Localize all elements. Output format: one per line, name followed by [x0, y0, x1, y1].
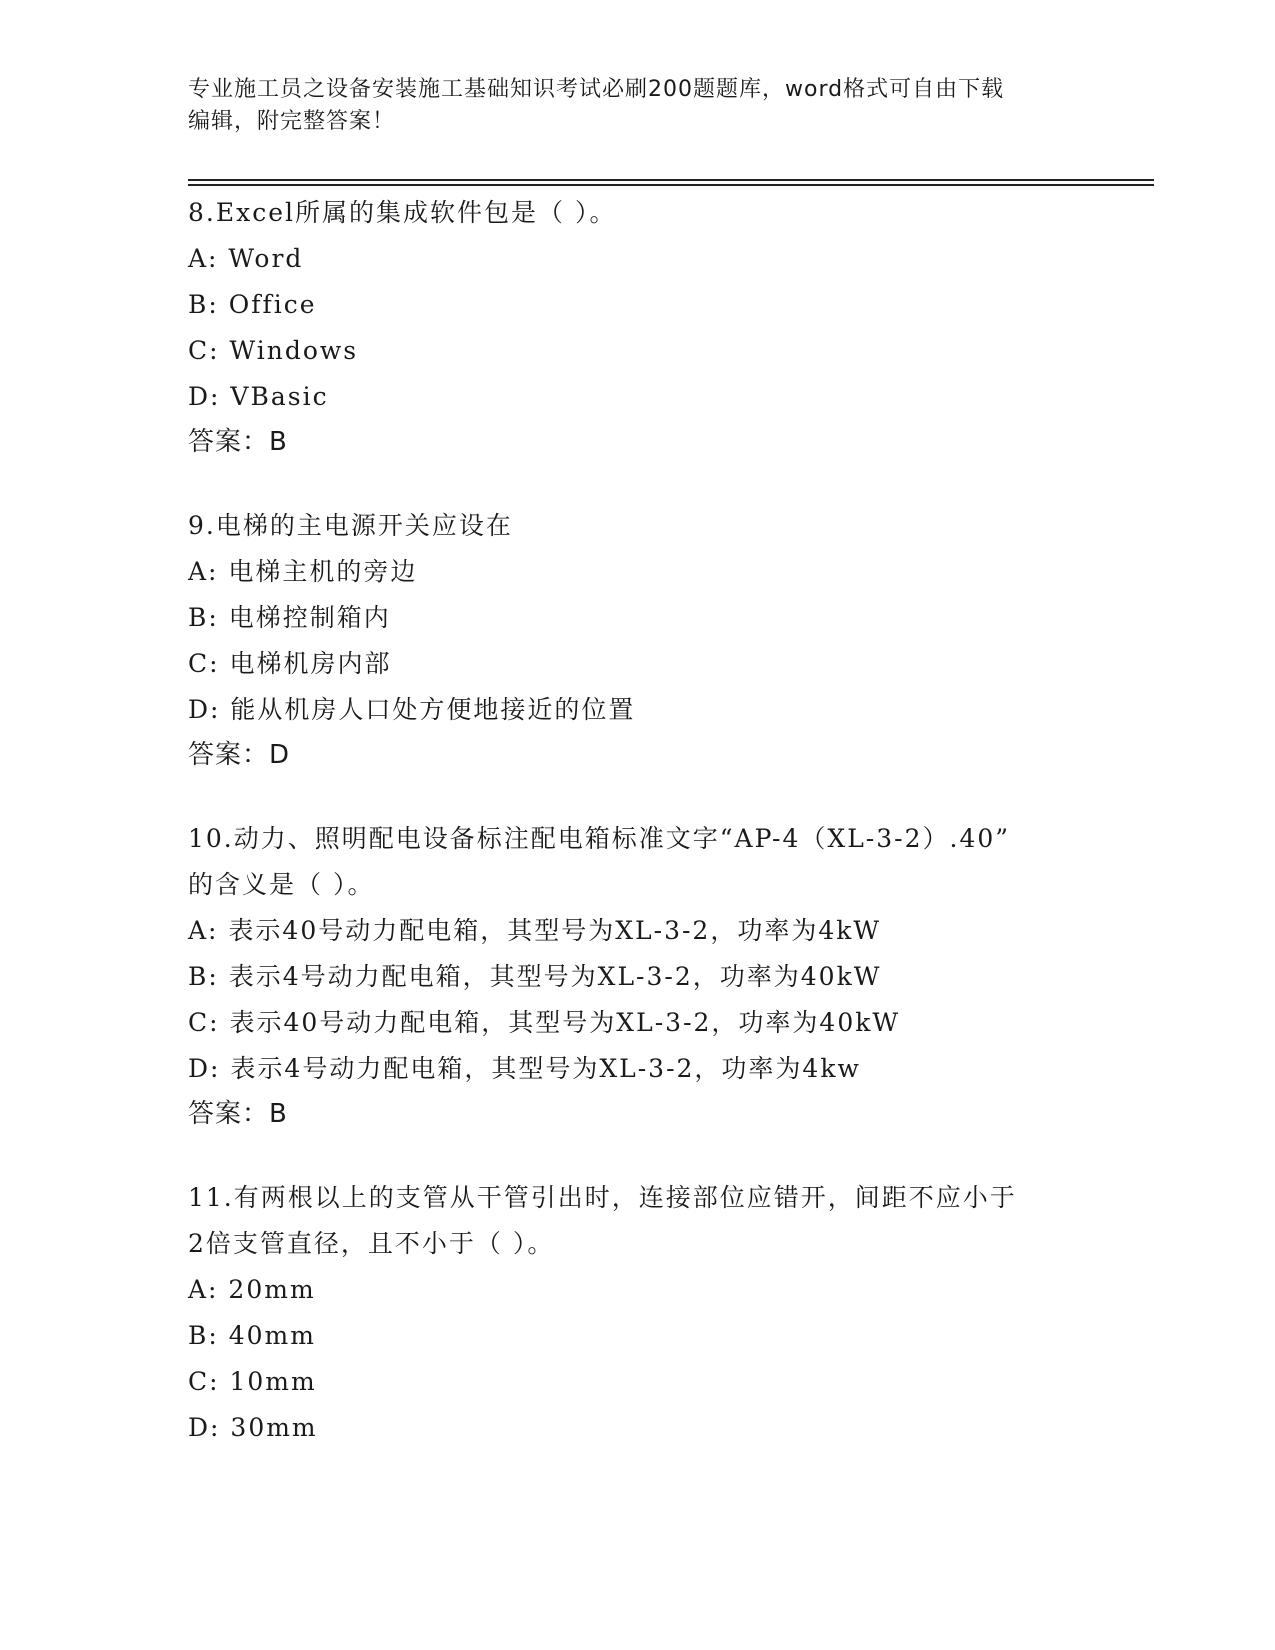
header-line-1: 专业施工员之设备安装施工基础知识考试必刷200题题库，word格式可自由下载	[188, 77, 1005, 102]
option-c: C: 电梯机房内部	[188, 649, 392, 678]
option-d: D: VBasic	[188, 382, 329, 411]
question-text: 8.Excel所属的集成软件包是（ ）。	[188, 198, 617, 227]
option-b: B: 40mm	[188, 1321, 316, 1350]
question-text-line-2: 的含义是（ ）。	[188, 870, 375, 899]
question-text: 9.电梯的主电源开关应设在	[188, 511, 513, 540]
header-divider-bottom	[188, 184, 1154, 186]
answer: 答案：B	[188, 427, 288, 457]
question-10	[188, 816, 1128, 1136]
option-d: D: 能从机房人口处方便地接近的位置	[188, 695, 636, 724]
option-d: D: 30mm	[188, 1413, 318, 1442]
option-c: C: Windows	[188, 336, 359, 365]
question-11	[188, 1175, 1128, 1451]
option-a: A: 20mm	[188, 1275, 316, 1304]
option-c: C: 10mm	[188, 1367, 317, 1396]
question-list	[188, 190, 1128, 1490]
option-a: A: 电梯主机的旁边	[188, 557, 418, 586]
question-text-line-2: 2倍支管直径，且不小于（ ）。	[188, 1229, 555, 1258]
header-divider-top	[188, 179, 1154, 181]
question-8	[188, 190, 1128, 464]
question-9	[188, 503, 1128, 777]
document-header	[188, 74, 1078, 138]
question-text-line-1: 10.动力、照明配电设备标注配电箱标准文字“AP-4（XL-3-2）.40”	[188, 824, 1011, 853]
answer: 答案：B	[188, 1099, 288, 1129]
option-b: B: Office	[188, 290, 317, 319]
option-b: B: 电梯控制箱内	[188, 603, 391, 632]
option-c: C: 表示40号动力配电箱，其型号为XL-3-2，功率为40kW	[188, 1008, 901, 1037]
option-d: D: 表示4号动力配电箱，其型号为XL-3-2，功率为4kw	[188, 1054, 861, 1083]
header-line-2: 编辑，附完整答案！	[188, 109, 396, 134]
option-a: A: 表示40号动力配电箱，其型号为XL-3-2，功率为4kW	[188, 916, 882, 945]
question-text-line-1: 11.有两根以上的支管从干管引出时，连接部位应错开，间距不应小于	[188, 1183, 1017, 1212]
option-b: B: 表示4号动力配电箱，其型号为XL-3-2，功率为40kW	[188, 962, 882, 991]
answer: 答案：D	[188, 740, 291, 770]
option-a: A: Word	[188, 244, 304, 273]
